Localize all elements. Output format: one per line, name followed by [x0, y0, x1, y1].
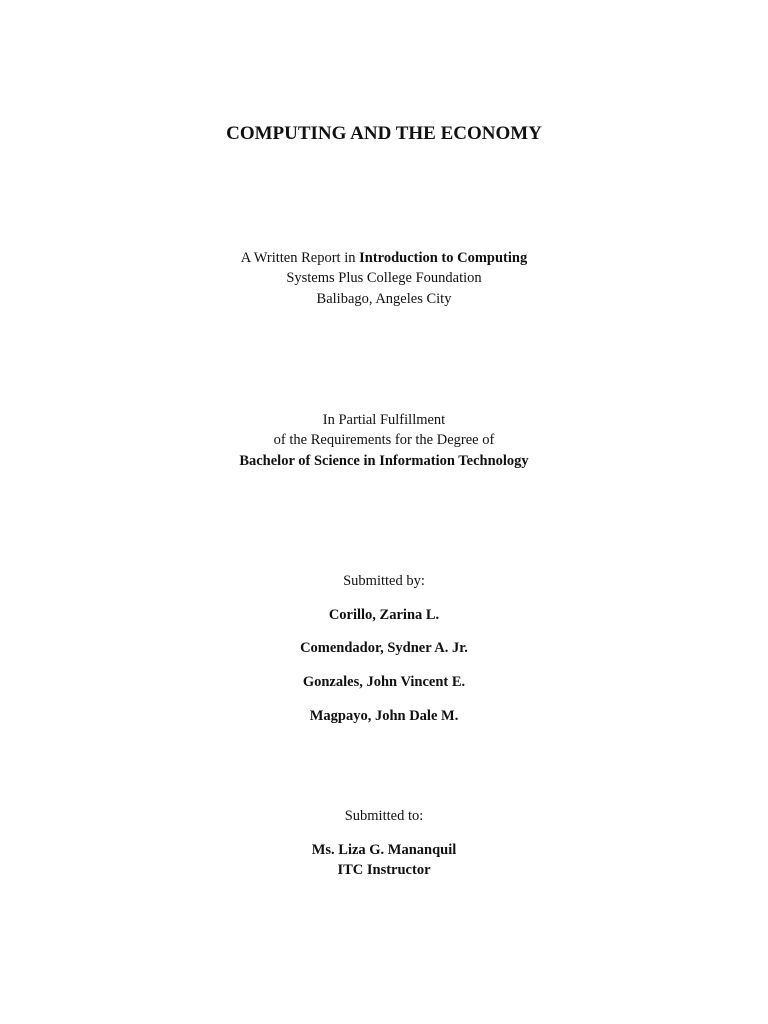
submitter-name: Magpayo, John Dale M. — [309, 708, 459, 724]
instructor-role: ITC Instructor — [337, 862, 431, 878]
submitter-name: Corillo, Zarina L. — [328, 607, 440, 623]
school-location: Balibago, Angeles City — [316, 291, 452, 307]
submitted-by-label: Submitted by: — [343, 573, 425, 589]
report-intro-prefix: A Written Report in — [240, 250, 360, 266]
instructor-name: Ms. Liza G. Mananquil — [311, 842, 457, 858]
fulfillment-line-1: In Partial Fulfillment — [322, 412, 446, 428]
fulfillment-line-2: of the Requirements for the Degree of — [273, 432, 495, 448]
school-name: Systems Plus College Foundation — [286, 270, 482, 286]
course-name: Introduction to Computing — [359, 250, 528, 266]
submitter-name: Comendador, Sydner A. Jr. — [300, 640, 468, 656]
degree-name: Bachelor of Science in Information Technology — [239, 453, 529, 469]
submitted-to-label: Submitted to: — [344, 808, 424, 824]
submitter-name: Gonzales, John Vincent E. — [302, 674, 466, 690]
report-intro-line — [0, 248, 768, 268]
document-title: COMPUTING AND THE ECONOMY — [226, 123, 542, 144]
